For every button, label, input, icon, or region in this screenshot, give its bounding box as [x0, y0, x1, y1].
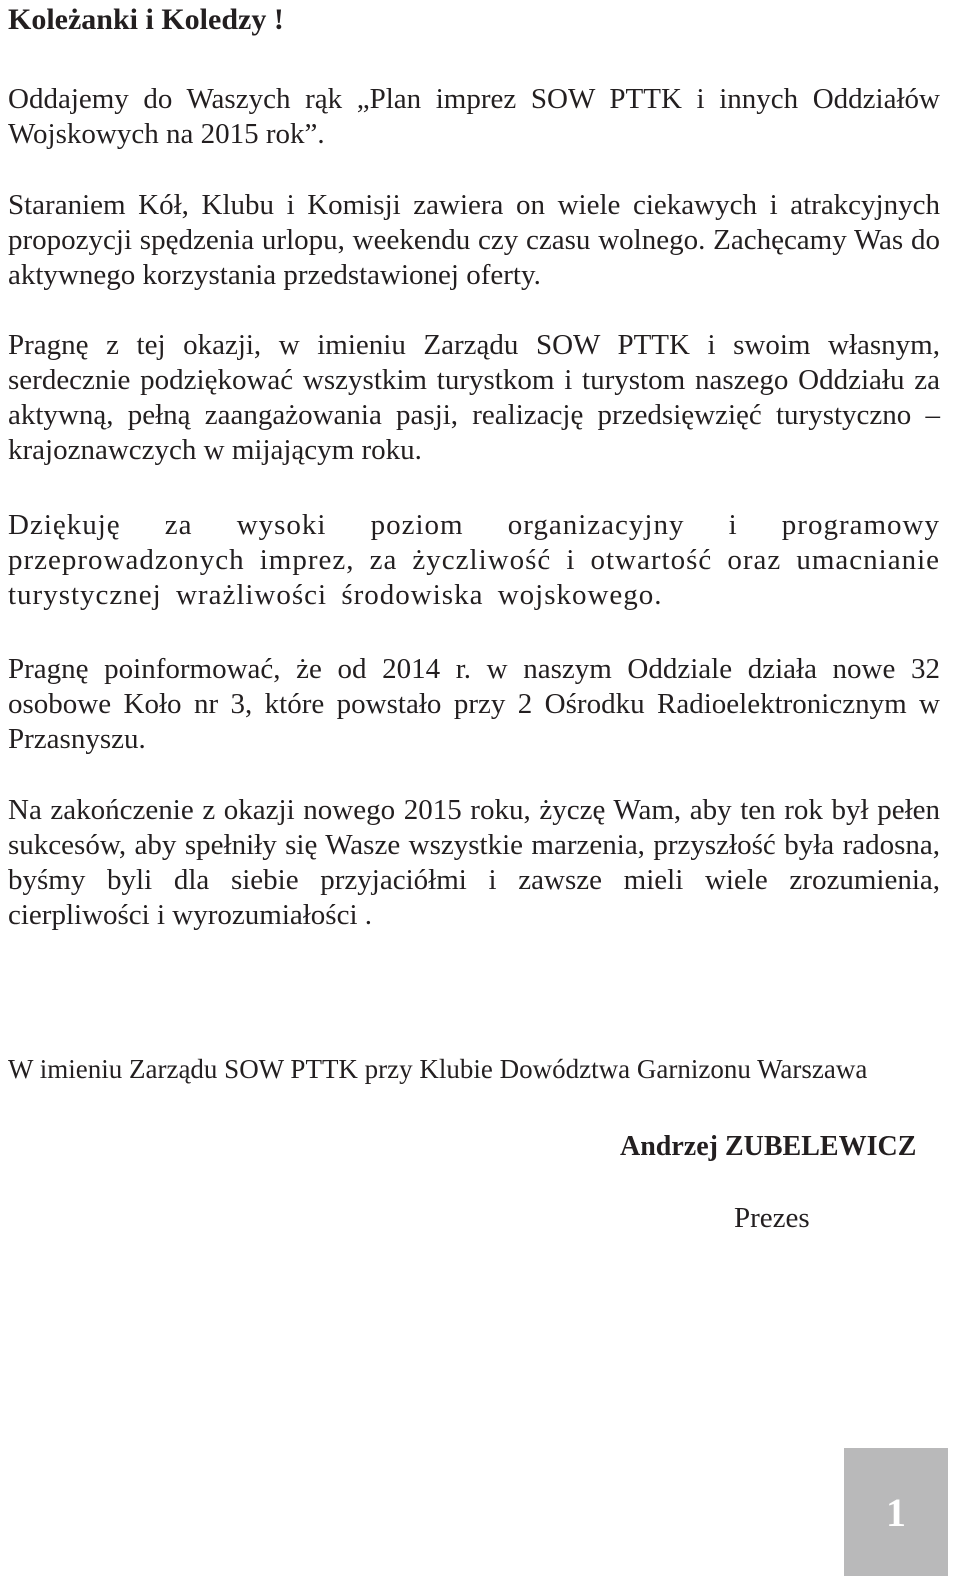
signer-name: Andrzej ZUBELEWICZ [620, 1131, 917, 1162]
paragraph-plan-intro: Oddajemy do Waszych rąk „Plan imprez SOW PTTK i innych Oddziałów Wojskowych na 2015 rok”. [8, 83, 940, 150]
letter-greeting: Koleżanki i Koledzy ! [8, 3, 284, 36]
paragraph-new-club: Pragnę poinformować, że od 2014 r. w naszym Oddziale działa nowe 32 osobowe Koło nr 3, które powstało przy 2 Ośrodku Radioelektronicznym w Przasnyszu. [8, 653, 940, 755]
paragraph-thanks: Pragnę z tej okazji, w imieniu Zarządu SOW PTTK i swoim własnym, serdecznie podziękować wszystkim turystkom i turystom naszego Oddziału za aktywną, pełną zaangażowania pasji, realizację przedsięwzięć turystyczno – krajoznawczych w mijającym roku. [8, 329, 940, 466]
paragraph-offer: Staraniem Kół, Klubu i Komisji zawiera on wiele ciekawych i atrakcyjnych propozycji spędzenia urlopu, weekendu czy czasu wolnego. Zachęcamy Was do aktywnego korzystania przedstawionej oferty. [8, 189, 940, 291]
signer-role: Prezes [734, 1202, 810, 1234]
letter-signoff: W imieniu Zarządu SOW PTTK przy Klubie Dowództwa Garnizonu Warszawa [8, 1054, 868, 1084]
page-number-box [844, 1448, 948, 1576]
page-number: 1 [886, 1489, 906, 1535]
paragraph-wishes: Na zakończenie z okazji nowego 2015 roku, życzę Wam, aby ten rok był pełen sukcesów, aby spełniły się Wasze wszystkie marzenia, przyszłość była radosna, byśmy byli dla siebie przyjaciółmi i zawsze mieli wiele zrozumienia, cierpliwości i wyrozumiałości . [8, 794, 940, 931]
paragraph-appreciation: Dziękuję za wysoki poziom organizacyjny i programowy przeprowadzonych imprez, za życzliwość i otwartość oraz umacnianie turystycznej wrażliwości środowiska wojskowego. [8, 509, 940, 611]
